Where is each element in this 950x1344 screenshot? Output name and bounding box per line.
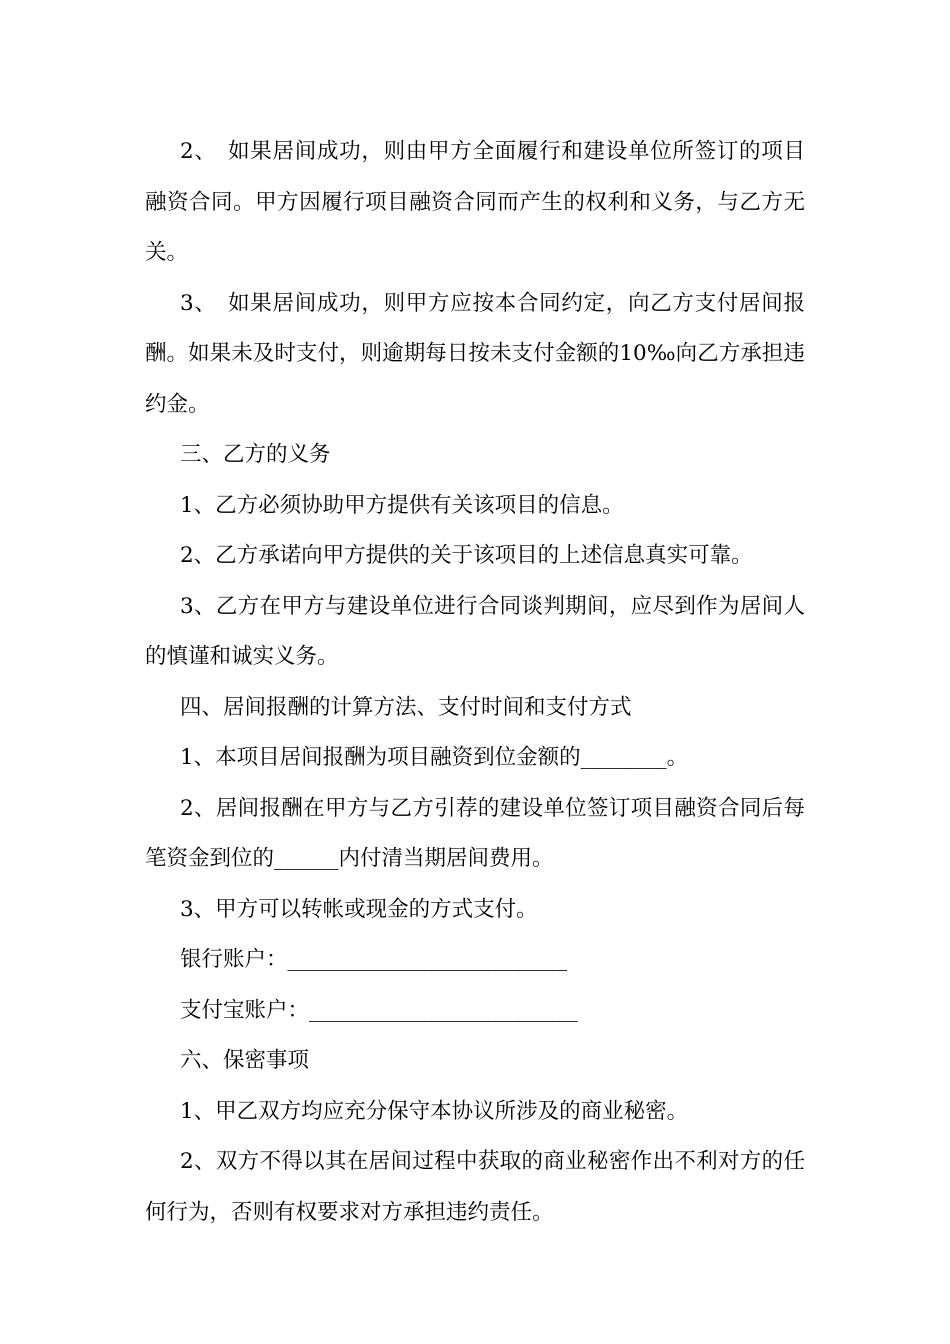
section-heading-remuneration: 四、居间报酬的计算方法、支付时间和支付方式 (180, 694, 632, 720)
confidentiality-clause-1: 1、甲乙双方均应充分保守本协议所涉及的商业秘密。 (180, 1098, 689, 1124)
clause-3-paragraph: 3、 如果居间成功，则甲方应按本合同约定，向乙方支付居间报酬。如果未及时支付，则逾期每日按未支付金额的10‰向乙方承担违约金。 (145, 290, 805, 417)
party-b-clause-2: 2、乙方承诺向甲方提供的关于该项目的上述信息真实可靠。 (180, 543, 753, 568)
alipay-account-line: 支付宝账户：_________________________ (180, 997, 578, 1023)
document-body (145, 127, 805, 1238)
section-heading-confidentiality: 六、保密事项 (180, 1048, 310, 1073)
section-heading-party-b-obligations: 三、乙方的义务 (180, 442, 331, 467)
party-b-clause-1: 1、乙方必须协助甲方提供有关该项目的信息。 (180, 492, 624, 518)
party-b-clause-3: 3、乙方在甲方与建设单位进行合同谈判期间，应尽到作为居间人的慎谨和诚实义务。 (145, 593, 805, 669)
remuneration-clause-1: 1、本项目居间报酬为项目融资到位金额的________。 (180, 745, 689, 770)
remuneration-clause-3: 3、甲方可以转帐或现金的方式支付。 (180, 896, 538, 922)
remuneration-clause-2: 2、居间报酬在甲方与乙方引荐的建设单位签订项目融资合同后每笔资金到位的______内付清当期居间费用。 (145, 795, 805, 871)
bank-account-line: 银行账户：__________________________ (180, 947, 568, 972)
clause-2-paragraph: 2、 如果居间成功，则由甲方全面履行和建设单位所签订的项目融资合同。甲方因履行项目融资合同而产生的权利和义务，与乙方无关。 (145, 139, 805, 265)
confidentiality-clause-2: 2、双方不得以其在居间过程中获取的商业秘密作出不利对方的任何行为，否则有权要求对方承担违约责任。 (145, 1149, 805, 1225)
